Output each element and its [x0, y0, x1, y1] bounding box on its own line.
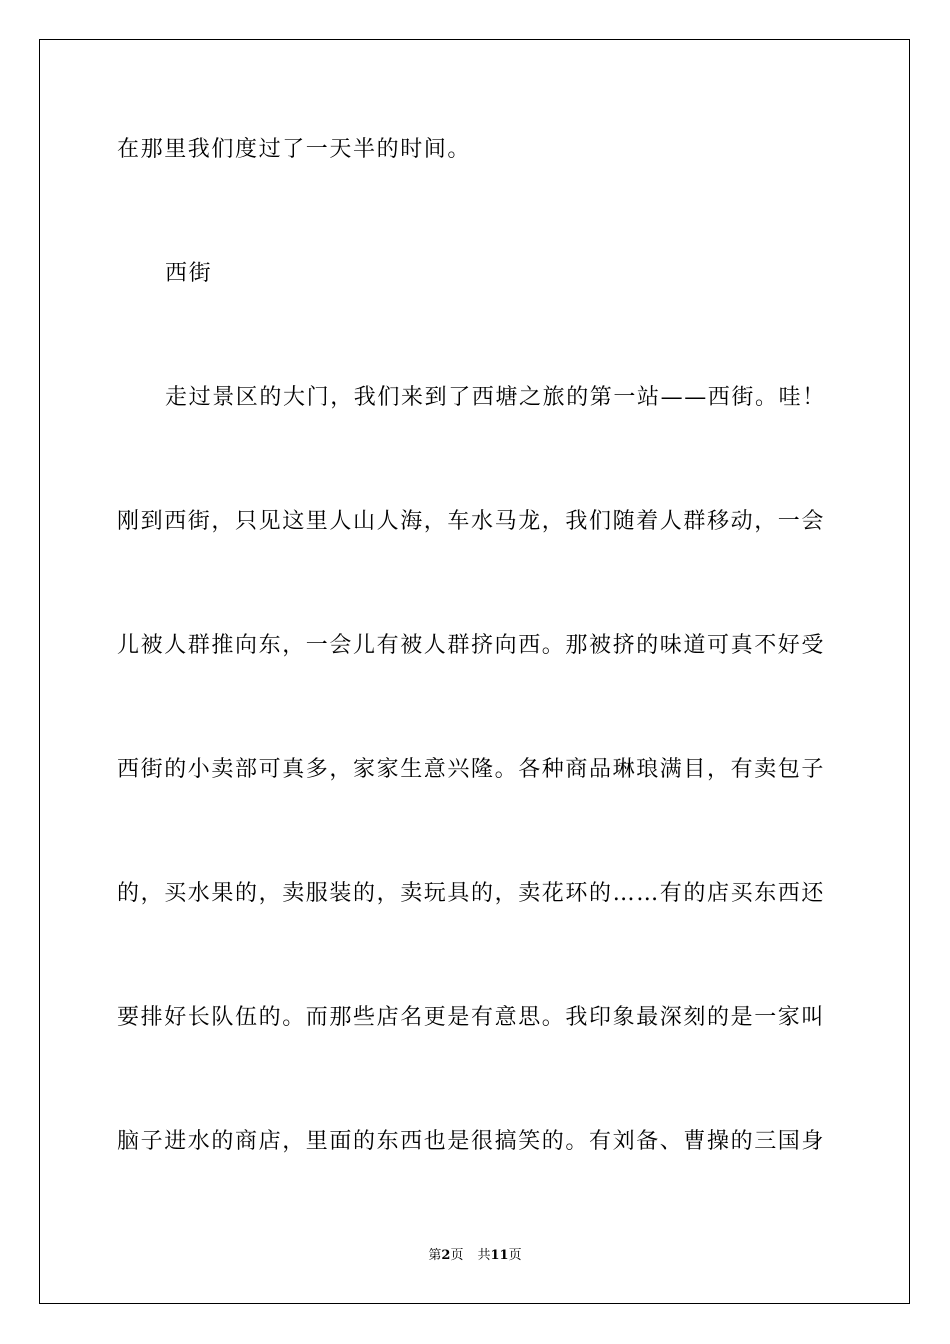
page-prefix: 第 [428, 1248, 442, 1263]
text-line: 儿被人群推向东，一会儿有被人群挤向西。那被挤的味道可真不好受 [117, 633, 826, 658]
text-line: 的，买水果的，卖服装的，卖玩具的，卖花环的……有的店买东西还 [117, 881, 826, 906]
text-line: 脑子进水的商店，里面的东西也是很搞笑的。有刘备、曹操的三国身 [117, 1129, 826, 1154]
text-line: 刚到西街，只见这里人山人海，车水马龙，我们随着人群移动，一会 [117, 509, 826, 534]
text-line: 西街的小卖部可真多，家家生意兴隆。各种商品琳琅满目，有卖包子 [117, 757, 826, 782]
total-prefix: 共 [477, 1248, 491, 1263]
page-suffix: 页 [450, 1248, 464, 1263]
section-heading: 西街 [165, 261, 213, 286]
text-line: 要排好长队伍的。而那些店名更是有意思。我印象最深刻的是一家叫 [117, 1005, 826, 1030]
page-footer [0, 1247, 950, 1265]
text-line: 在那里我们度过了一天半的时间。 [117, 137, 472, 162]
total-suffix: 页 [508, 1248, 522, 1263]
page-border [39, 39, 910, 1304]
text-line: 走过景区的大门，我们来到了西塘之旅的第一站——西街。哇！ [165, 385, 826, 410]
total-pages: 11 [490, 1248, 509, 1263]
page-number: 2 [441, 1248, 451, 1263]
